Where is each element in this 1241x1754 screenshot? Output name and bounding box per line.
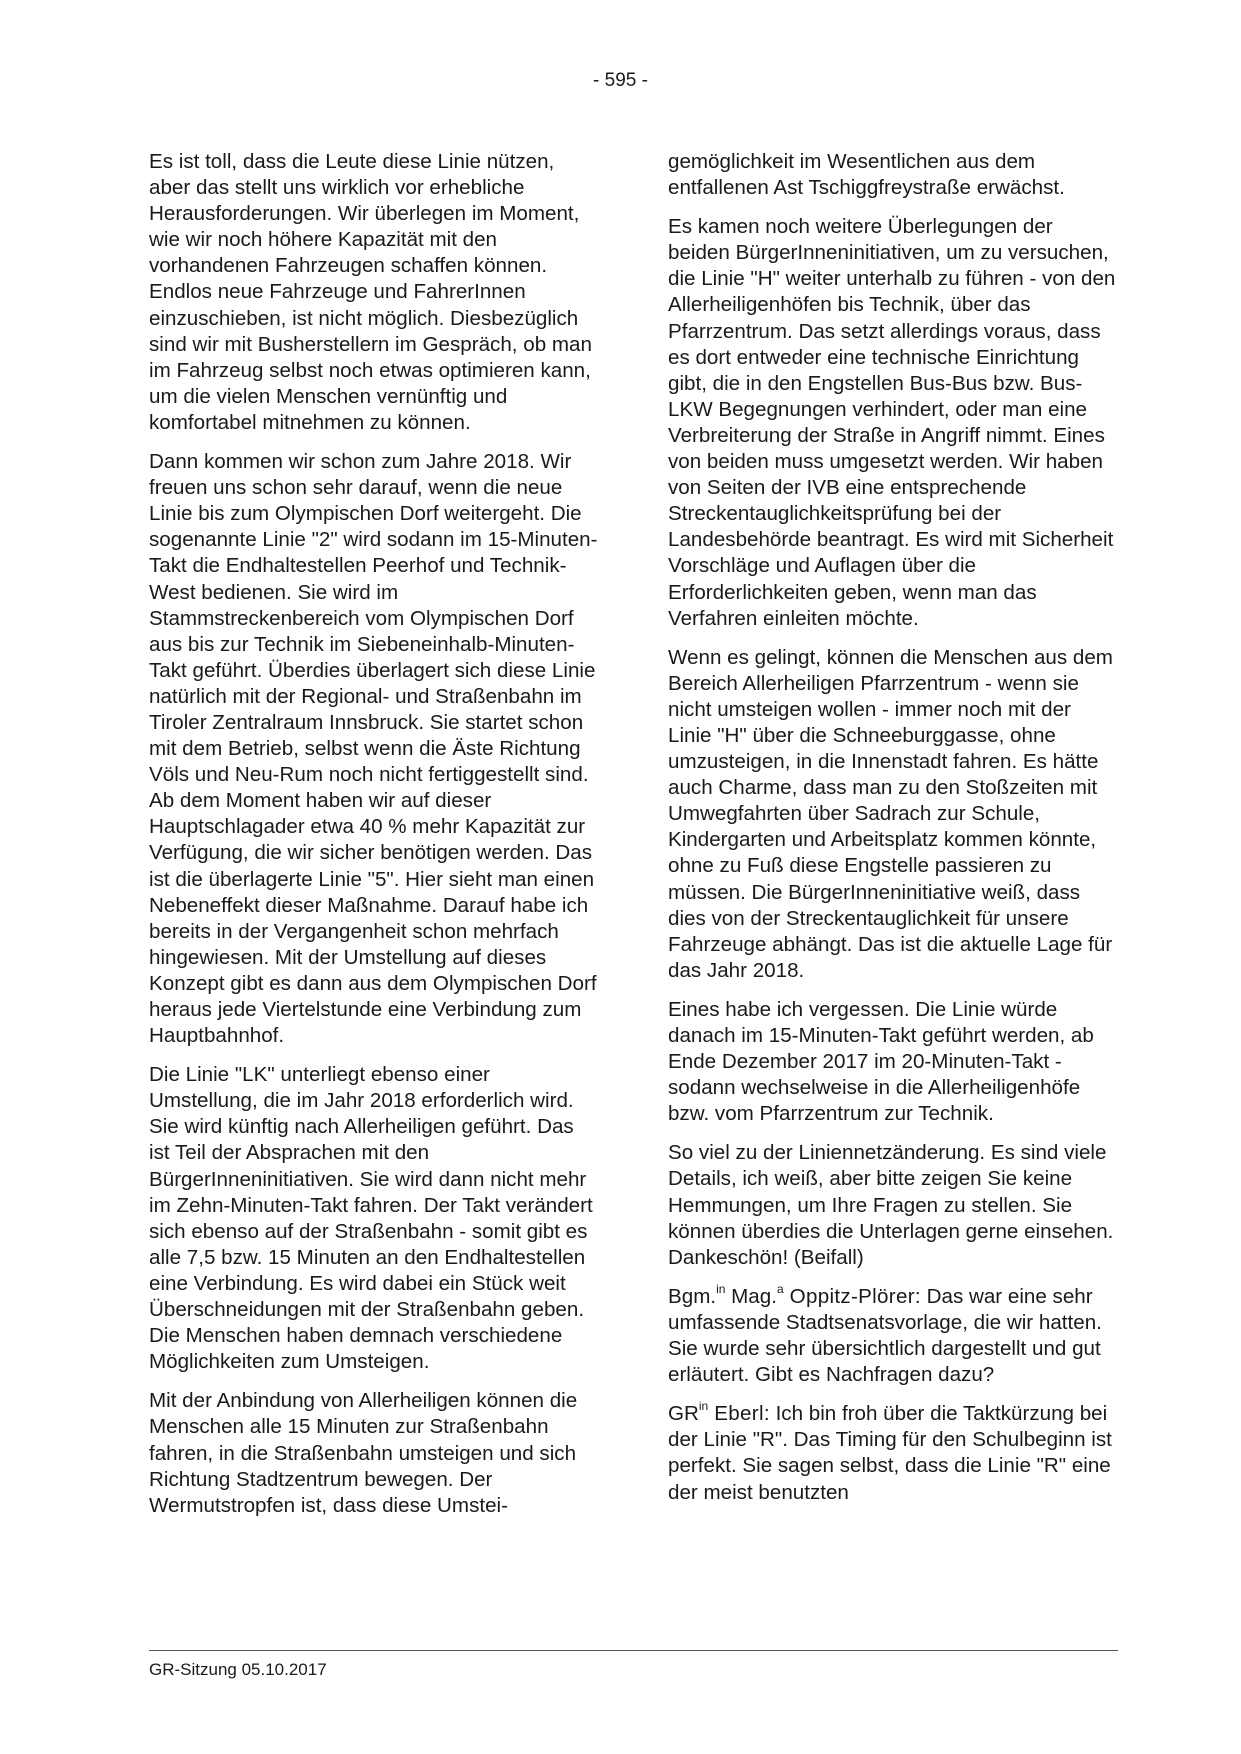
footer-divider — [149, 1650, 1118, 1651]
paragraph: gemöglichkeit im Wesentlichen aus dem entfallenen Ast Tschiggfreystraße erwächst. — [668, 150, 1065, 200]
speaker-text: Das war eine sehr umfassende Stadtsenatsvorlage, die wir hatten. Sie wurde sehr übersichtlich dargestellt und gut erläutert. Gibt es Nachfragen dazu? — [668, 1284, 1102, 1387]
speaker-text: Ich bin froh über die Taktkürzung bei der Linie "R". Das Timing für den Schulbeginn ist perfekt. Sie sagen selbst, dass die Linie "R" eine der meist benutzten — [668, 1402, 1112, 1504]
speaker-name: Eberl: — [708, 1402, 770, 1426]
speaker-paragraph-mayor — [668, 1281, 1118, 1388]
paragraph: So viel zu der Liniennetzänderung. Es sind viele Details, ich weiß, aber bitte zeigen Sie keine Hemmungen, um Ihre Fragen zu stellen. Sie können überdies die Unterlagen gerne einsehen. Dankeschön! (Beifall) — [668, 1141, 1114, 1269]
page-number: - 595 - — [593, 70, 648, 91]
speaker-title: Mag. — [725, 1284, 777, 1308]
paragraph: Es ist toll, dass die Leute diese Linie nützen, aber das stellt uns wirklich vor erhebliche Herausforderungen. Wir überlegen im Moment, wie wir noch höhere Kapazität mit den vorhandenen Fahrzeugen schaffen können. Endlos neue Fahrzeuge und FahrerInnen einzuschieben, ist nicht möglich. Diesbezüglich sind wir mit Busherstellern im Gespräch, ob man im Fahrzeug selbst noch etwas optimieren kann, um die vielen Menschen vernünftig und komfortabel mitnehmen zu können. — [149, 150, 592, 434]
footer-session-label: GR-Sitzung 05.10.2017 — [149, 1660, 327, 1679]
speaker-paragraph-councillor — [668, 1401, 1118, 1505]
speaker-title-superscript: in — [698, 1399, 709, 1414]
right-column — [668, 149, 1118, 1519]
paragraph: Wenn es gelingt, können die Menschen aus dem Bereich Allerheiligen Pfarrzentrum - wenn sie nicht umsteigen wollen - immer noch mit der Linie "H" über die Schneeburggasse, ohne umzusteigen, in die Innenstadt fahren. Es hätte auch Charme, dass man zu den Stoßzeiten mit Umwegfahrten über Sadrach zur Schule, Kindergarten und Arbeitsplatz kommen könnte, ohne zu Fuß diese Engstelle passieren zu müssen. Die BürgerInneninitiative weiß, dass dies von der Streckentauglichkeit für unsere Fahrzeuge abhängt. Das ist die aktuelle Lage für das Jahr 2018. — [668, 645, 1113, 982]
speaker-title-superscript: in — [716, 1281, 726, 1296]
paragraph: Dann kommen wir schon zum Jahre 2018. Wir freuen uns schon sehr darauf, wenn die neue Linie bis zum Olympischen Dorf weitergeht. Die sogenannte Linie "2" wird sodann im 15-Minuten-Takt die Endhaltestellen Peerhof und Technik-West bedienen. Sie wird im Stammstreckenbereich vom Olympischen Dorf aus bis zur Technik im Siebeneinhalb-Minuten-Takt geführt. Überdies überlagert sich diese Linie natürlich mit der Regional- und Straßenbahn im Tiroler Zentralraum Innsbruck. Sie startet schon mit dem Betrieb, selbst wenn die Äste Richtung Völs und Neu-Rum noch nicht fertiggestellt sind. Ab dem Moment haben wir auf dieser Hauptschlagader etwa 40 % mehr Kapazität zur Verfügung, die wir sicher benötigen werden. Das ist die überlagerte Linie "5". Hier sieht man einen Nebeneffekt dieser Maßnahme. Darauf habe ich bereits in der Vergangenheit schon mehrfach hingewiesen. Mit der Umstellung auf dieses Konzept gibt es dann aus dem Olympischen Dorf heraus jede Viertelstunde eine Verbindung zum Hauptbahnhof. — [149, 450, 598, 1048]
paragraph: Mit der Anbindung von Allerheiligen können die Menschen alle 15 Minuten zur Straßenbahn fahren, in die Straßenbahn umsteigen und sich Richtung Stadtzentrum bewegen. Der Wermutstropfen ist, dass diese Umstei- — [149, 1389, 578, 1517]
left-column — [149, 149, 599, 1532]
paragraph: Eines habe ich vergessen. Die Linie würde danach im 15-Minuten-Takt geführt werden, ab Ende Dezember 2017 im 20-Minuten-Takt - sodann wechselweise in die Allerheiligenhöfe bzw. vom Pfarrzentrum zur Technik. — [668, 997, 1094, 1126]
speaker-title: Bgm. — [668, 1284, 717, 1308]
speaker-title: GR — [668, 1402, 699, 1426]
speaker-name: Oppitz-Plörer: — [783, 1284, 921, 1308]
speaker-title-superscript: a — [776, 1281, 784, 1296]
paragraph: Es kamen noch weitere Überlegungen der beiden BürgerInneninitiativen, um zu versuchen, die Linie "H" weiter unterhalb zu führen - von den Allerheiligenhöfen bis Technik, über das Pfarrzentrum. Das setzt allerdings voraus, dass es dort entweder eine technische Einrichtung gibt, die in den Engstellen Bus-Bus bzw. Bus-LKW Begegnungen verhindert, oder man eine Verbreiterung der Straße in Angriff nimmt. Eines von beiden muss umgesetzt werden. Wir haben von Seiten der IVB eine entsprechende Streckentauglichkeitsprüfung bei der Landesbehörde beantragt. Es wird mit Sicherheit Vorschläge und Auflagen über die Erforderlichkeiten geben, wenn man das Verfahren einleiten möchte. — [668, 215, 1116, 630]
paragraph: Die Linie "LK" unterliegt ebenso einer Umstellung, die im Jahr 2018 erforderlich wird. Sie wird künftig nach Allerheiligen geführt. Das ist Teil der Absprachen mit den BürgerInneninitiativen. Sie wird dann nicht mehr im Zehn-Minuten-Takt fahren. Der Takt verändert sich ebenso auf der Straßenbahn - somit gibt es alle 7,5 bzw. 15 Minuten an den Endhaltestellen eine Verbindung. Es wird dabei ein Stück weit Überschneidungen mit der Straßenbahn geben. Die Menschen haben demnach verschiedene Möglichkeiten zum Umsteigen. — [149, 1063, 593, 1374]
